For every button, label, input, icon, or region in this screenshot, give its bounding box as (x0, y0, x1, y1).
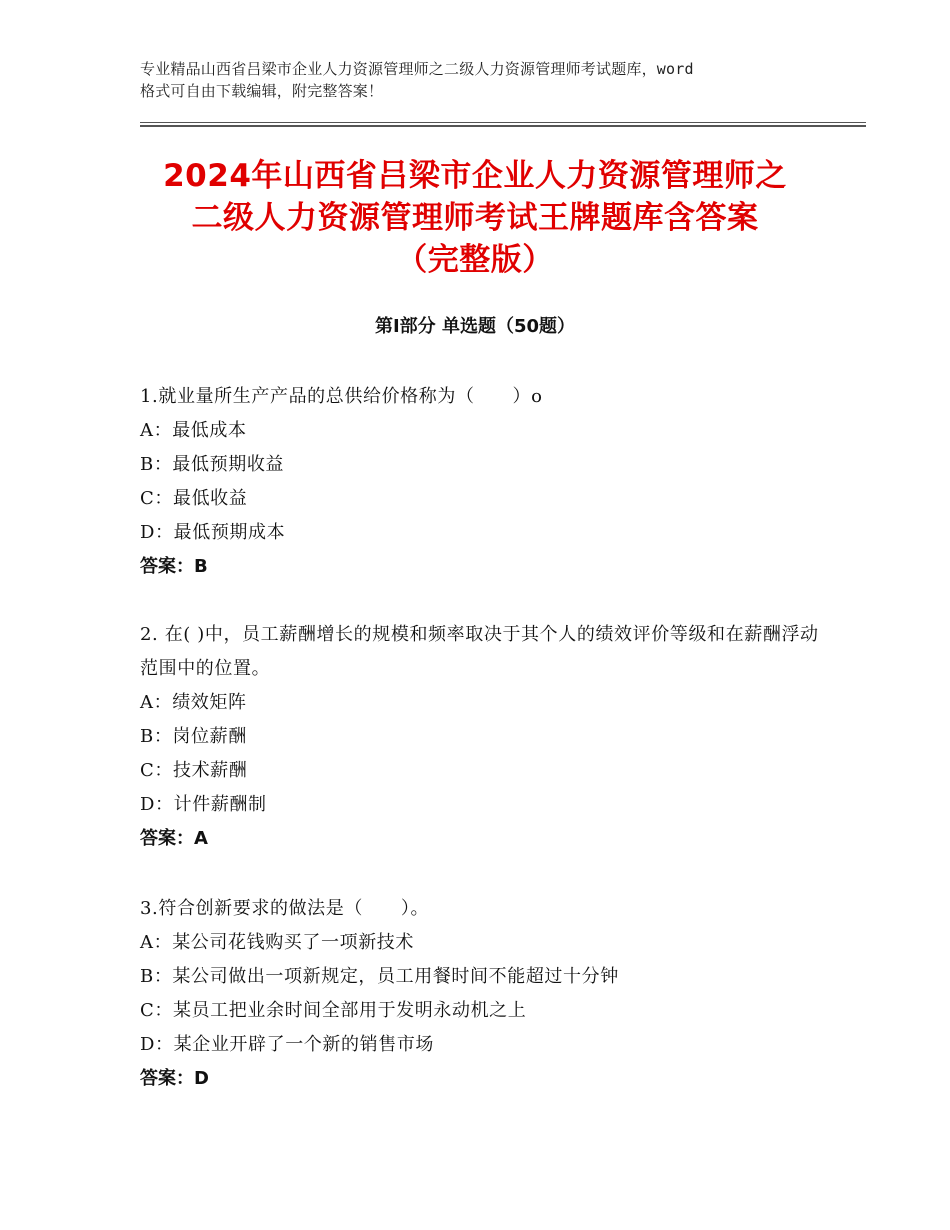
answer: 答案：D (140, 1068, 209, 1089)
document-title (90, 155, 860, 281)
question-text: 3.符合创新要求的做法是（ ）。 (140, 898, 430, 919)
title-line-2: 二级人力资源管理师考试王牌题库含答案 (191, 200, 759, 236)
option-d: D：计件薪酬制 (140, 794, 267, 815)
question-2 (140, 618, 820, 856)
answer: 答案：A (140, 828, 208, 849)
title-line-3: （完整版） (396, 242, 554, 278)
header-divider-thin (140, 122, 866, 123)
question-text: 1.就业量所生产产品的总供给价格称为（ ）o (140, 386, 543, 407)
header-note-line-1: 专业精品山西省吕梁市企业人力资源管理师之二级人力资源管理师考试题库，word (140, 60, 694, 78)
option-b: B：岗位薪酬 (140, 726, 247, 747)
question-1 (140, 380, 820, 584)
option-c: C：技术薪酬 (140, 760, 248, 781)
option-a: A：绩效矩阵 (140, 692, 247, 713)
option-d: D：最低预期成本 (140, 522, 286, 543)
section-heading: 第Ⅰ部分 单选题（50题） (374, 316, 575, 337)
option-c: C：最低收益 (140, 488, 248, 509)
option-a: A：某公司花钱购买了一项新技术 (140, 932, 414, 953)
question-text: 2. 在( )中，员工薪酬增长的规模和频率取决于其个人的绩效评价等级和在薪酬浮动范围中的位置。 (140, 624, 819, 679)
option-c: C：某员工把业余时间全部用于发明永动机之上 (140, 1000, 527, 1021)
option-b: B：某公司做出一项新规定，员工用餐时间不能超过十分钟 (140, 966, 619, 987)
question-3 (140, 892, 820, 1096)
header-note-line-2: 格式可自由下载编辑，附完整答案！ (140, 82, 384, 100)
option-d: D：某企业开辟了一个新的销售市场 (140, 1034, 435, 1055)
answer: 答案：B (140, 556, 208, 577)
title-line-1: 2024年山西省吕梁市企业人力资源管理师之 (163, 158, 787, 194)
header-divider-thick (140, 125, 866, 127)
option-b: B：最低预期收益 (140, 454, 285, 475)
header-note (140, 58, 840, 102)
option-a: A：最低成本 (140, 420, 247, 441)
